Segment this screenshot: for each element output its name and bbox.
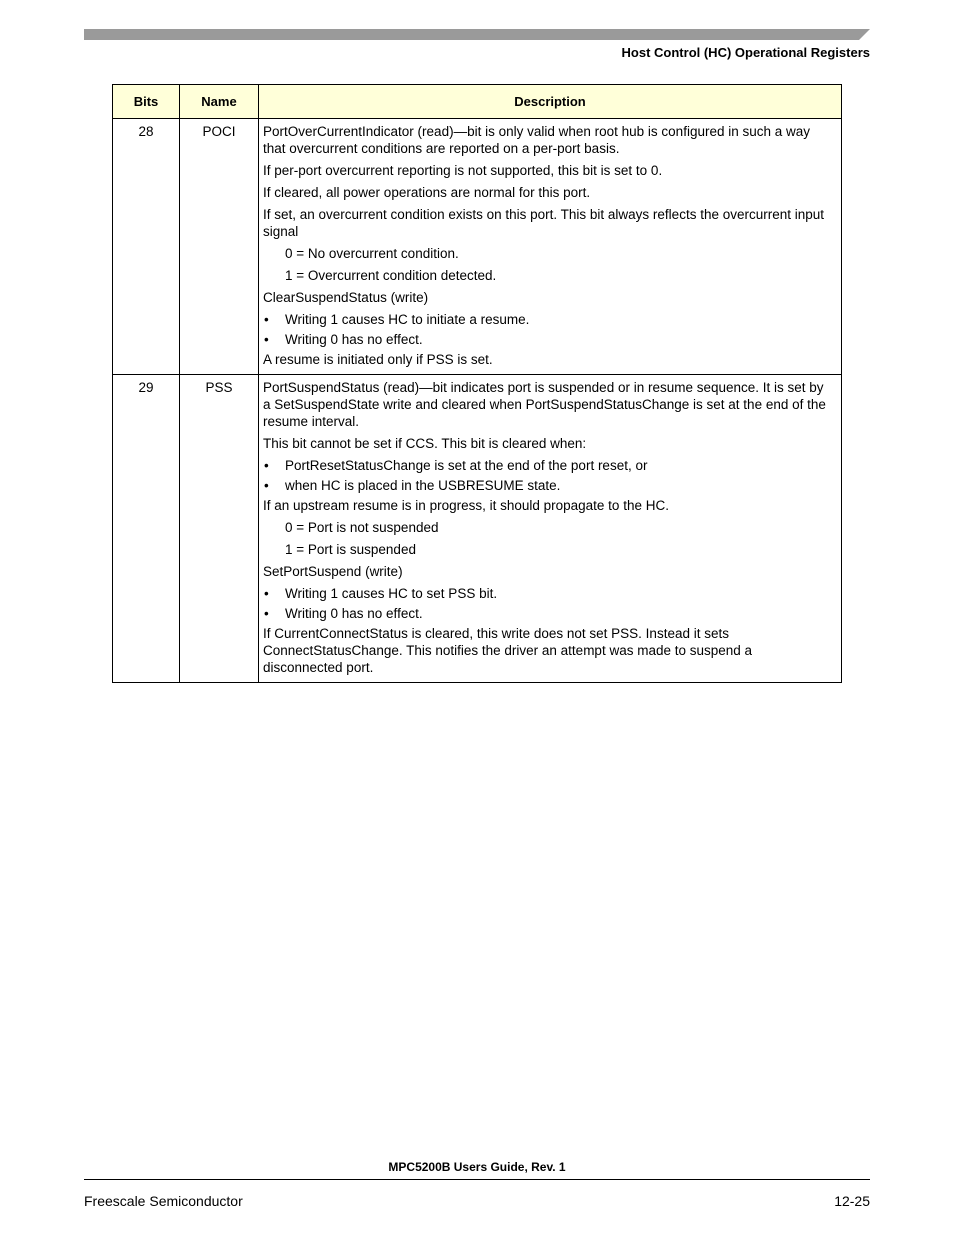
bullet-text: Writing 1 causes HC to set PSS bit. [285,586,498,601]
description-paragraph: PortSuspendStatus (read)—bit indicates port is suspended or in resume sequence. It is set by a SetSuspendState write and cleared when PortSuspendStatusChange is set at the end of the resume interval. [263,380,826,429]
bullet-marker: • [264,312,269,327]
footer-divider [84,1179,870,1180]
bullet-marker: • [264,606,269,621]
bullet-text: Writing 0 has no effect. [285,332,423,347]
table-header-row [113,85,842,119]
bullet-marker: • [264,332,269,347]
column-header-bits: Bits [113,85,180,119]
description-cell [259,375,842,683]
description-paragraph: This bit cannot be set if CCS. This bit is cleared when: [263,436,587,451]
bullet-item [263,311,833,328]
value-definition: 0 = No overcurrent condition. [285,246,459,261]
bullet-item [263,605,833,622]
description-paragraph: If per-port overcurrent reporting is not supported, this bit is set to 0. [263,163,663,178]
register-table [112,84,842,683]
description-paragraph: If CurrentConnectStatus is cleared, this write does not set PSS. Instead it sets ConnectStatusChange. This notifies the driver an attempt was made to suspend a disconnected port. [263,626,753,675]
name-cell: PSS [180,375,259,683]
description-paragraph: If set, an overcurrent condition exists on this port. This bit always reflects the overcurrent input signal [263,207,825,239]
footer-company: Freescale Semiconductor [84,1193,243,1209]
description-paragraph: SetPortSuspend (write) [263,564,403,579]
footer-document-title: MPC5200B Users Guide, Rev. 1 [388,1160,566,1174]
bullet-item [263,477,833,494]
description-paragraph: If an upstream resume is in progress, it should propagate to the HC. [263,498,669,513]
description-paragraph: ClearSuspendStatus (write) [263,290,429,305]
bullet-text: when HC is placed in the USBRESUME state. [285,478,561,493]
value-definition: 1 = Overcurrent condition detected. [285,268,497,283]
bits-cell: 29 [113,375,180,683]
section-title: Host Control (HC) Operational Registers [621,45,870,60]
value-definition: 0 = Port is not suspended [285,520,439,535]
footer-page-number: 12-25 [834,1193,870,1209]
bullet-marker: • [264,458,269,473]
description-paragraph: If cleared, all power operations are normal for this port. [263,185,591,200]
bullet-text: Writing 0 has no effect. [285,606,423,621]
description-paragraph: A resume is initiated only if PSS is set. [263,352,493,367]
description-cell [259,119,842,375]
header-bar [84,29,870,40]
bullet-marker: • [264,478,269,493]
value-definition: 1 = Port is suspended [285,542,416,557]
bullet-item [263,585,833,602]
column-header-name: Name [180,85,259,119]
description-paragraph: PortOverCurrentIndicator (read)—bit is only valid when root hub is configured in such a way that overcurrent conditions are reported on a per-port basis. [263,124,811,156]
name-cell: POCI [180,119,259,375]
bullet-text: Writing 1 causes HC to initiate a resume. [285,312,530,327]
bits-cell: 28 [113,119,180,375]
bullet-text: PortResetStatusChange is set at the end of the port reset, or [285,458,648,473]
bullet-item [263,457,833,474]
table-row [113,375,842,683]
bullet-item [263,331,833,348]
table-row [113,119,842,375]
bullet-marker: • [264,586,269,601]
column-header-description: Description [259,85,842,119]
